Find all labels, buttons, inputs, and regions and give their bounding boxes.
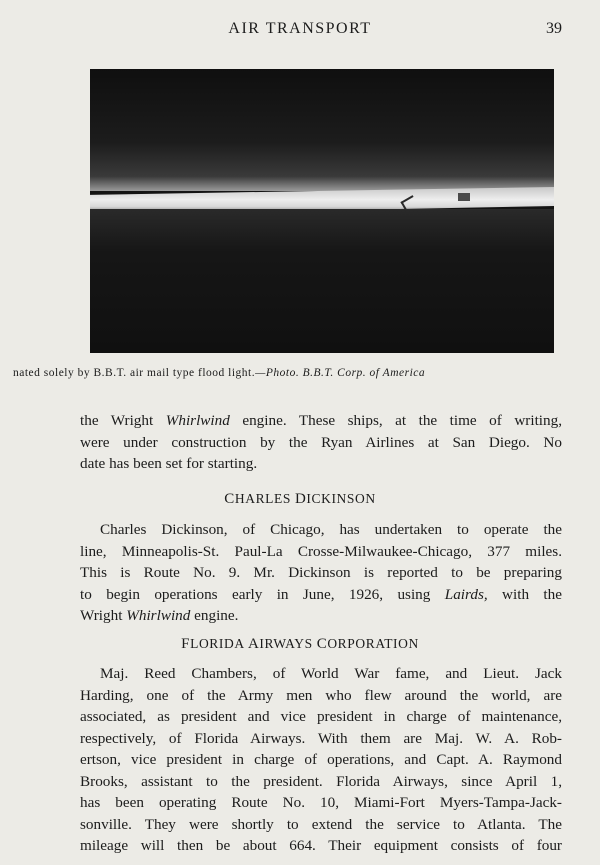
running-head: [0, 20, 600, 42]
text-line: Wright Whirlwind engine.: [80, 607, 239, 624]
text-line: associated, as president and vice president in charge of maintenance,: [80, 708, 562, 725]
section-heading-charles-dickinson: CHARLES DICKINSON: [224, 491, 376, 507]
text-line: Brooks, assistant to the president. Florida Airways, since April 1,: [80, 772, 562, 790]
caption-credit: —Photo. B.B.T. Corp. of America: [255, 367, 426, 379]
photo-hangar-silhouette: [458, 193, 470, 201]
photo-sky: [90, 69, 554, 191]
text-line: Harding, one of the Army men who flew around the world, are: [80, 686, 562, 704]
caption-text: nated solely by B.B.T. air mail type flood light.: [13, 367, 256, 379]
text-line: line, Minneapolis-St. Paul-La Crosse-Milwaukee-Chicago, 377 miles.: [80, 542, 562, 560]
section-heading-florida-airways: FLORIDA AIRWAYS CORPORATION: [181, 636, 419, 652]
text-line: the Wright Whirlwind engine. These ships, at the time of writing,: [80, 412, 562, 429]
text-line: This is Route No. 9. Mr. Dickinson is reported to be preparing: [80, 564, 562, 581]
text-line: Maj. Reed Chambers, of World War fame, and Lieut. Jack: [100, 665, 562, 682]
text-line: has been operating Route No. 10, Miami-Fort Myers-Tampa-Jack-: [80, 794, 562, 811]
text-line: mileage will then be about 664. Their equipment consists of four: [80, 837, 562, 854]
text-line: Charles Dickinson, of Chicago, has undertaken to operate the: [100, 521, 562, 538]
photo-ground: [90, 209, 554, 353]
page-number: 39: [546, 20, 562, 37]
text-line: respectively, of Florida Airways. With them are Maj. W. A. Rob-: [80, 729, 562, 747]
text-line: date has been set for starting.: [80, 455, 258, 472]
paragraph-charles-dickinson: [80, 519, 562, 627]
text-line: sonville. They were shortly to extend the service to Atlanta. The: [80, 815, 562, 833]
text-line: ertson, vice president in charge of operations, and Capt. A. Raymond: [80, 751, 562, 768]
figure-caption: [13, 367, 593, 379]
text-line: were under construction by the Ryan Airlines at San Diego. No: [80, 433, 562, 451]
paragraph-florida-airways: [80, 663, 562, 857]
running-title: AIR TRANSPORT: [228, 20, 372, 37]
night-airfield-photo: [90, 69, 554, 353]
text-line: to begin operations early in June, 1926, using Lairds, with the: [80, 585, 562, 603]
paragraph-continued: [80, 410, 562, 475]
